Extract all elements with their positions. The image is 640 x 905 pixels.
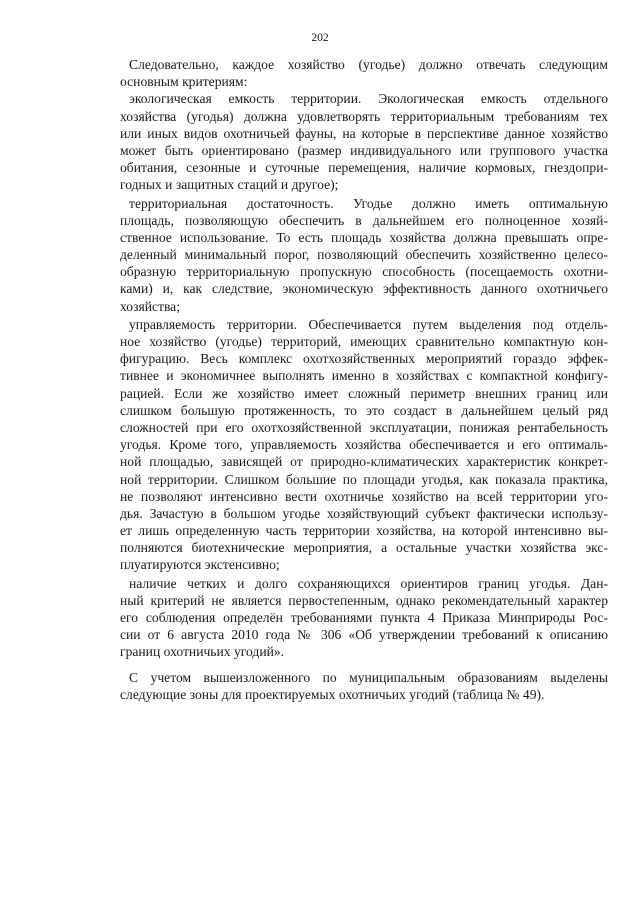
text-line: ственное использование. То есть площадь хозяйства должна превышать опре- <box>120 229 608 245</box>
text-line: дья. Зачастую в большом угодье хозяйствующий субъект фактически использу- <box>120 505 608 521</box>
text-line: сложностей при его охотхозяйственной эксплуатации, понижая рентабельность <box>120 419 608 435</box>
text-line: Следовательно, каждое хозяйство (угодье) должно отвечать следующим <box>129 57 608 72</box>
paragraph-conclusion <box>120 669 608 703</box>
text-line: ное хозяйство (угодье) территорий, имеющих сравнительно компактную кон- <box>120 334 608 349</box>
text-line: не позволяют интенсивно вести охотничье хозяйство на всей территории уго- <box>120 488 608 504</box>
text-line: деленный минимальный порог, позволяющий обеспечить хозяйственно целесо- <box>120 247 608 263</box>
paragraph-territorial-sufficiency <box>120 195 608 315</box>
text-line: слишком большую протяженность, то это создаст в дальнейшем целый ряд <box>120 402 608 418</box>
text-line: фигурацию. Весь комплекс охотхозяйственных мероприятий гораздо эффек- <box>120 351 608 367</box>
text-line: или иных видов охотничьей фауны, на которые в перспективе данное хозяйство <box>120 125 608 141</box>
text-line: ной территории. Слишком большие по площади угодья, как показала практика, <box>120 471 608 487</box>
paragraph-ecological-capacity <box>120 90 608 193</box>
paragraph-intro <box>120 56 608 90</box>
text-line: его соблюдения определён требованиями пункта 4 Приказа Минприроды Рос- <box>120 610 608 625</box>
text-line: тивнее и экономичнее выполнять именно в хозяйствах с компактной конфигу- <box>120 368 608 384</box>
text-line: экологическая емкость территории. Экологическая емкость отдельного <box>129 91 608 107</box>
text-line: сии от 6 августа 2010 года № 306 «Об утверждении требований к описанию <box>120 627 608 643</box>
paragraph-territory-manageability <box>120 316 608 574</box>
page-number: 202 <box>311 32 329 44</box>
text-line: хозяйства; <box>120 298 180 314</box>
text-line: угодья. Кроме того, управляемость хозяйства обеспечивается и его оптималь- <box>120 437 608 453</box>
paragraph-boundary-landmarks <box>120 575 608 661</box>
document-body <box>120 56 608 703</box>
text-line: обитания, сезонные и суточные перемещения, наличие кормовых, гнездопри- <box>120 160 608 176</box>
text-line: хозяйства (угодья) должна удовлетворять территориальным требованиям тех <box>120 108 608 124</box>
text-line: ет лишь определенную часть территории хозяйства, на которой интенсивно вы- <box>120 523 608 539</box>
text-line: ной площадью, зависящей от природно-климатических характеристик конкрет- <box>120 454 608 470</box>
text-line: ный критерий не является первостепенным, однако рекомендательный характер <box>120 592 608 608</box>
text-line: рацией. Если же хозяйство имеет сложный периметр внешних границ или <box>120 385 608 401</box>
text-line: полняются биотехнические мероприятия, а остальные участки хозяйства экс- <box>120 540 608 556</box>
text-line: может быть ориентировано (размер индивидуального или группового участка <box>120 142 608 158</box>
text-line: границ охотничьих угодий». <box>120 644 285 660</box>
text-line: следующие зоны для проектируемых охотничьих угодий (таблица № 49). <box>120 686 545 702</box>
text-line: площадь, позволяющую обеспечить в дальнейшем его полноценное хозяй- <box>120 212 608 228</box>
text-line: наличие четких и долго сохраняющихся ориентиров границ угодья. Дан- <box>129 575 608 591</box>
text-line: годных и защитных стаций и другое); <box>120 177 339 193</box>
text-line: территориальная достаточность. Угодье должно иметь оптимальную <box>129 195 608 211</box>
text-line: ками) и, как следствие, экономическую эффективность данного охотничьего <box>120 281 608 297</box>
text-line: плуатируются экстенсивно; <box>120 557 280 573</box>
text-line: образную территориальную пропускную способность (посещаемость охотни- <box>120 264 608 280</box>
text-line: С учетом вышеизложенного по муниципальным образованиям выделены <box>129 669 608 685</box>
text-line: управляемость территории. Обеспечивается путем выделения под отдель- <box>129 316 608 332</box>
text-line: основным критериям: <box>120 74 248 90</box>
